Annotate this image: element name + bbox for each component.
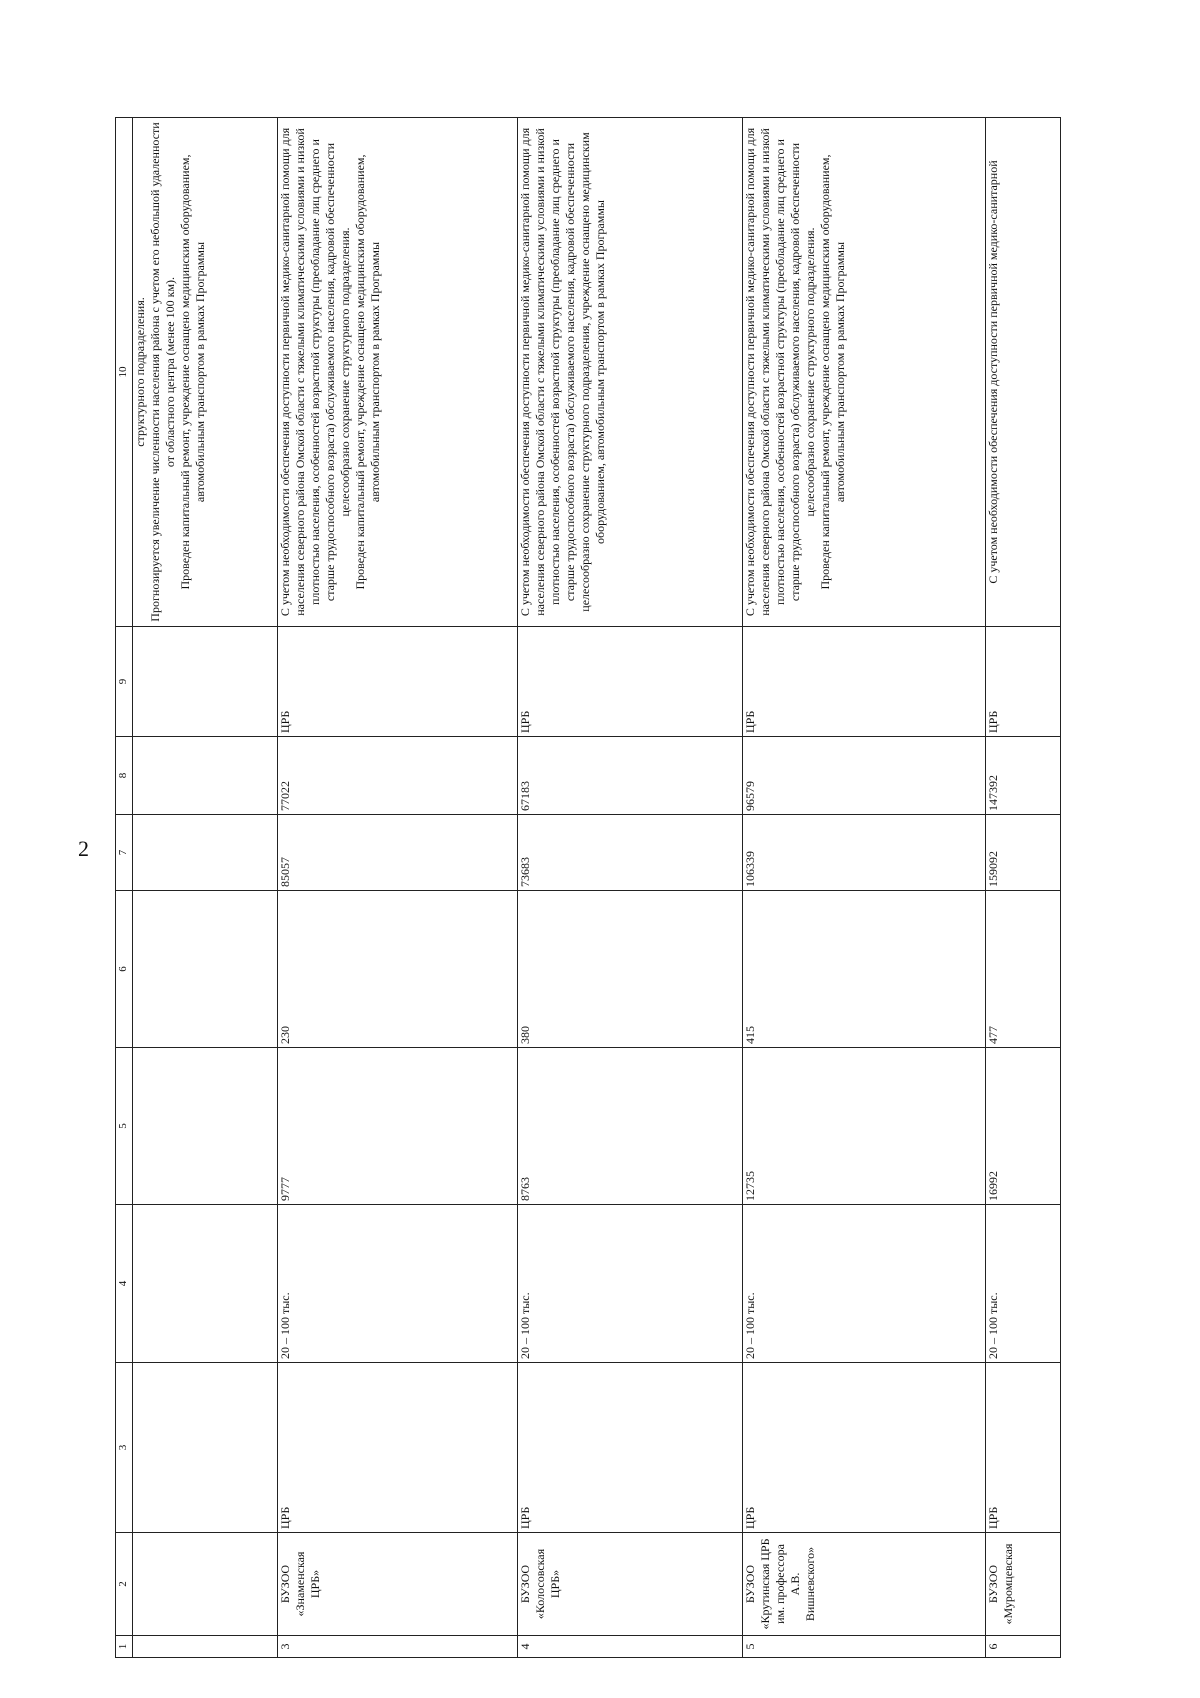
table-cell-col-8: 77022 [278,737,518,815]
table-cell-col-4: 20 – 100 тыс. [743,1205,986,1363]
table-cell-col-2: БУЗОО «Крутинская ЦРБ им. профессора А.В. Вишневского» [743,1533,986,1636]
table-cell-col-6 [133,891,278,1048]
table-cell-col-5: 8763 [518,1048,743,1205]
table-row [278,118,518,1658]
table-cell-col-6: 415 [743,891,986,1048]
table-cell-col-1: 5 [743,1636,986,1658]
table-cell-col-3: ЦРБ [986,1363,1061,1533]
table-cell-col-3 [133,1363,278,1533]
table-cell-col-2 [133,1533,278,1636]
table-cell-col-8: 147392 [986,737,1061,815]
col-header: 3 [116,1363,133,1533]
table-cell-col-7: 106339 [743,815,986,891]
col-header: 4 [116,1205,133,1363]
table-cell-col-2: БУЗОО «Знаменская ЦРБ» [278,1533,518,1636]
table-row [133,118,278,1658]
table-cell-col-2: БУЗОО «Муромцевская [986,1533,1061,1636]
table-cell-col-5 [133,1048,278,1205]
col-header: 10 [116,118,133,627]
table-cell-col-7: 159092 [986,815,1061,891]
col-header: 9 [116,627,133,737]
table-cell-col-10: С учетом необходимости обеспечения доступности первичной медико-санитарной помощи для населения северного района Омской области с тяжелыми климатическими условиями и низкой плотностью населения, особенностей возрастной структуры (преобладание лиц среднего и старше трудоспособного возраста) обслуживаемого населения, кадровой обеспеченности целесообразно сохранение структурного подразделения. Проведен капитальный ремонт, учреждение оснащено медицинским оборудованием, автомобильным транспортом в рамках Программы [278,118,518,627]
table-cell-col-1: 6 [986,1636,1061,1658]
table-cell-col-10: С учетом необходимости обеспечения доступности первичной медико-санитарной помощи для населения северного района Омской области с тяжелыми климатическими условиями и низкой плотностью населения, особенностей возрастной структуры (преобладание лиц среднего и старше трудоспособного возраста) обслуживаемого населения, кадровой обеспеченности целесообразно сохранение структурного подразделения, учреждение оснащено медицинским оборудованием, автомобильным транспортом в рамках Программы [518,118,743,627]
col-header: 6 [116,891,133,1048]
table-cell-col-8 [133,737,278,815]
table-cell-col-7: 85057 [278,815,518,891]
table-cell-col-10: С учетом необходимости обеспечения доступности первичной медико-санитарной помощи для населения северного района Омской области с тяжелыми климатическими условиями и низкой плотностью населения, особенностей возрастной структуры (преобладание лиц среднего и старше трудоспособного возраста) обслуживаемого населения, кадровой обеспеченности целесообразно сохранение структурного подразделения. Проведен капитальный ремонт, учреждение оснащено медицинским оборудованием, автомобильным транспортом в рамках Программы [743,118,986,627]
table-cell-col-3: ЦРБ [518,1363,743,1533]
rotated-table-container [115,118,1105,1658]
table-cell-col-4: 20 – 100 тыс. [986,1205,1061,1363]
col-header: 8 [116,737,133,815]
table-cell-col-9: ЦРБ [743,627,986,737]
table-cell-col-1 [133,1636,278,1658]
table-cell-col-6: 230 [278,891,518,1048]
table-cell-col-3: ЦРБ [278,1363,518,1533]
table-cell-col-9: ЦРБ [278,627,518,737]
table-cell-col-8: 96579 [743,737,986,815]
col-header: 2 [116,1533,133,1636]
col-header: 1 [116,1636,133,1658]
page-number: 2 [78,836,89,861]
table-cell-col-10: структурного подразделения. Прогнозируется увеличение численности населения района с учетом его небольшой удаленности от областного центра (менее 100 км). Проведен капитальный ремонт, учреждение оснащено медицинским оборудованием, автомобильным транспортом в рамках Программы [133,118,278,627]
table-cell-col-9 [133,627,278,737]
table-cell-col-6: 477 [986,891,1061,1048]
table-row [518,118,743,1658]
table-cell-col-7 [133,815,278,891]
table-cell-col-6: 380 [518,891,743,1048]
table-row [743,118,986,1658]
table-cell-col-3: ЦРБ [743,1363,986,1533]
table-cell-col-9: ЦРБ [518,627,743,737]
data-table [115,117,1061,1658]
table-cell-col-1: 4 [518,1636,743,1658]
table-cell-col-9: ЦРБ [986,627,1061,737]
table-cell-col-10: С учетом необходимости обеспечения доступности первичной медико-санитарной [986,118,1061,627]
table-cell-col-4: 20 – 100 тыс. [278,1205,518,1363]
table-cell-col-5: 12735 [743,1048,986,1205]
header-row [116,118,133,1658]
table-cell-col-2: БУЗОО «Колосовская ЦРБ» [518,1533,743,1636]
table-row [986,118,1061,1658]
table-cell-col-4: 20 – 100 тыс. [518,1205,743,1363]
col-header: 7 [116,815,133,891]
table-cell-col-8: 67183 [518,737,743,815]
table-cell-col-5: 9777 [278,1048,518,1205]
table-cell-col-5: 16992 [986,1048,1061,1205]
table-cell-col-7: 73683 [518,815,743,891]
table-cell-col-4 [133,1205,278,1363]
col-header: 5 [116,1048,133,1205]
table-cell-col-1: 3 [278,1636,518,1658]
